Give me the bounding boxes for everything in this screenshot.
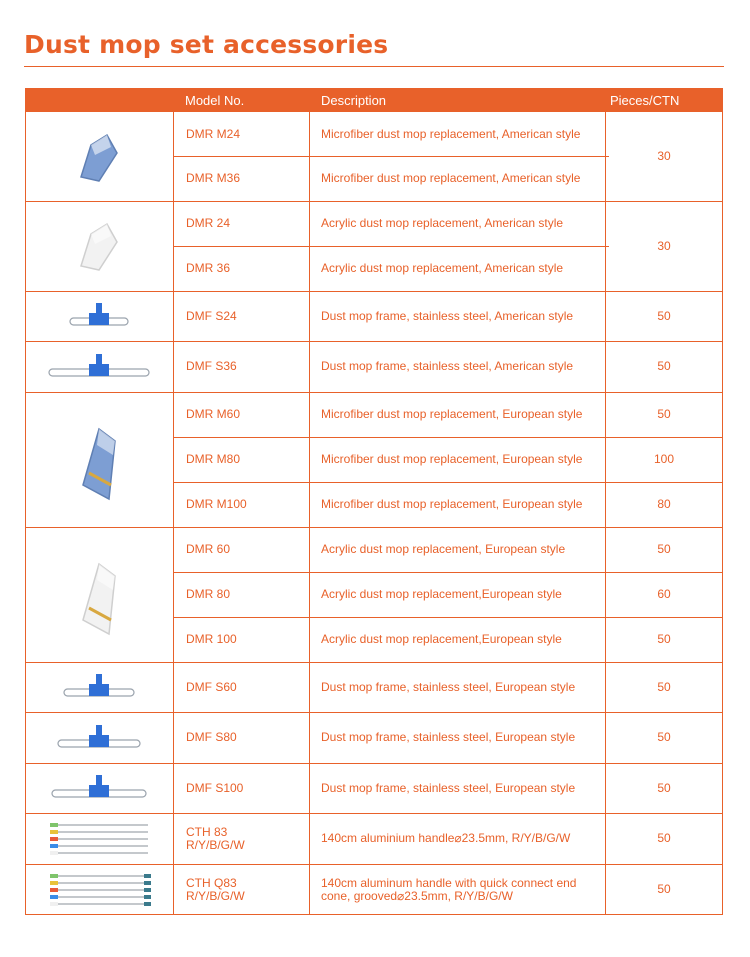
pieces-cell: 50 <box>657 542 671 556</box>
mop-frame-80-image <box>25 712 173 763</box>
header-model: Model No. <box>185 92 245 108</box>
model-cell: DMR 36 <box>186 261 231 275</box>
model-cell: DMF S100 <box>186 780 244 795</box>
page-title: Dust mop set accessories <box>24 30 389 59</box>
white-acrylic-mop-pad-image <box>25 201 173 291</box>
description-cell: Microfiber dust mop replacement, European style <box>321 497 583 511</box>
description-cell: Acrylic dust mop replacement, European style <box>321 542 566 556</box>
blue-microfiber-pocket-mop-image <box>25 392 173 527</box>
description-cell: Acrylic dust mop replacement, American style <box>321 261 564 275</box>
description-cell: Acrylic dust mop replacement,European style <box>321 632 562 646</box>
model-cell: DMR M60 <box>186 407 241 421</box>
description-cell: Microfiber dust mop replacement, European style <box>321 452 583 466</box>
model-cell: DMR 24 <box>186 216 231 230</box>
description-cell: 140cm aluminium handle⌀23.5mm, R/Y/B/G/W <box>321 831 571 845</box>
pieces-cell: 50 <box>657 407 671 421</box>
description-cell: Acrylic dust mop replacement,European style <box>321 587 562 601</box>
table-header <box>25 88 723 112</box>
model-cell: CTH 83 R/Y/B/G/W <box>186 824 245 852</box>
pieces-cell: 50 <box>657 679 671 694</box>
accessories-table <box>25 88 723 915</box>
pieces-cell: 50 <box>657 831 671 845</box>
pieces-cell-merged: 30 <box>657 149 671 163</box>
model-cell: DMF S80 <box>186 730 237 744</box>
mop-frame-60-image <box>25 662 173 712</box>
description-cell: 140cm aluminum handle with quick connect end cone, grooved⌀23.5mm, R/Y/B/G/W <box>321 875 577 903</box>
pieces-cell: 50 <box>657 730 671 744</box>
pieces-cell-merged: 30 <box>657 238 671 253</box>
mop-frame-36-image <box>25 341 173 392</box>
description-cell: Dust mop frame, stainless steel, European style <box>321 780 576 795</box>
title-divider <box>24 66 724 67</box>
description-cell: Microfiber dust mop replacement, European style <box>321 407 583 421</box>
pieces-cell: 60 <box>657 587 671 601</box>
model-cell: DMR M100 <box>186 497 247 511</box>
header-pieces: Pieces/CTN <box>610 92 680 108</box>
description-cell: Dust mop frame, stainless steel, American style <box>321 359 574 373</box>
description-cell: Microfiber dust mop replacement, American style <box>321 126 581 141</box>
model-cell: DMR M24 <box>186 126 241 141</box>
model-cell: CTH Q83 R/Y/B/G/W <box>186 875 245 903</box>
mop-frame-24-image <box>25 291 173 341</box>
description-cell: Acrylic dust mop replacement, American style <box>321 216 564 230</box>
pieces-cell: 100 <box>653 452 675 466</box>
table-col-divider <box>309 112 310 915</box>
model-cell: DMR 100 <box>186 632 237 646</box>
model-cell: DMF S36 <box>186 359 237 373</box>
model-cell: DMR 60 <box>186 542 231 556</box>
mop-frame-100-image <box>25 763 173 813</box>
model-cell: DMR M36 <box>186 171 241 185</box>
pieces-cell: 50 <box>657 882 671 896</box>
aluminium-handles-image <box>25 813 173 864</box>
pieces-cell: 50 <box>657 308 671 323</box>
pieces-cell: 50 <box>657 632 671 646</box>
table-col-divider <box>173 112 174 915</box>
model-cell: DMR M80 <box>186 452 241 466</box>
description-cell: Dust mop frame, stainless steel, American style <box>321 308 574 323</box>
white-acrylic-pocket-mop-image <box>25 527 173 662</box>
pieces-cell: 80 <box>657 497 671 511</box>
header-description: Description <box>321 92 387 108</box>
description-cell: Dust mop frame, stainless steel, European style <box>321 679 576 694</box>
pieces-cell: 50 <box>657 780 671 795</box>
pieces-cell: 50 <box>657 359 671 373</box>
model-cell: DMF S24 <box>186 308 237 323</box>
description-cell: Microfiber dust mop replacement, American style <box>321 171 581 185</box>
model-cell: DMR 80 <box>186 587 231 601</box>
model-cell: DMF S60 <box>186 679 237 694</box>
quick-connect-handles-image <box>25 864 173 915</box>
blue-microfiber-mop-pad-image <box>25 112 173 201</box>
description-cell: Dust mop frame, stainless steel, European style <box>321 730 576 744</box>
